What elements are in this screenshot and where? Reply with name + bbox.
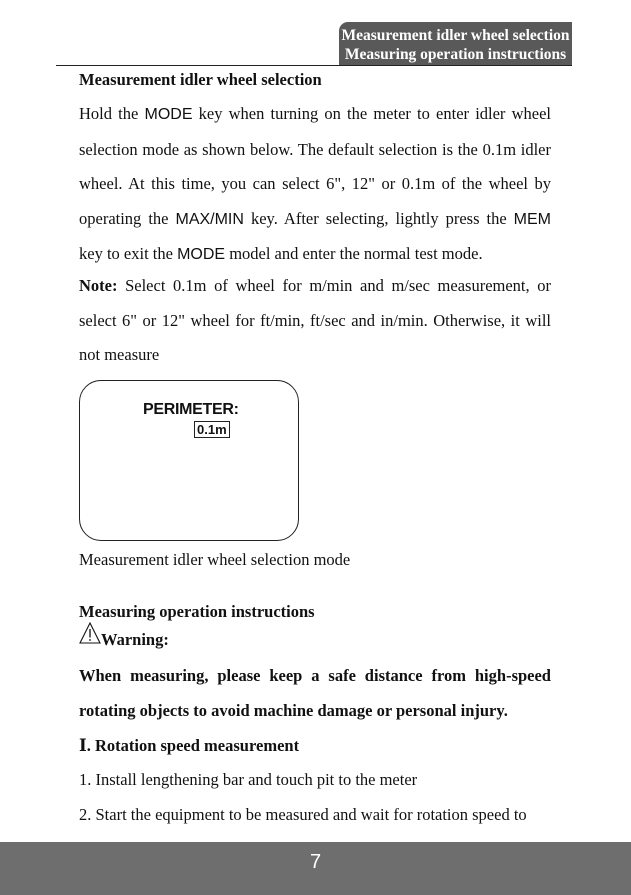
page-number: 7 bbox=[309, 851, 322, 873]
lcd-perimeter-value: 0.1m bbox=[194, 421, 230, 438]
warning-label: Warning: bbox=[101, 630, 169, 649]
figure-caption: Measurement idler wheel selection mode bbox=[79, 550, 351, 569]
mode-key-label-2: MODE bbox=[177, 246, 226, 263]
lcd-display-illustration bbox=[79, 380, 299, 541]
mem-key-label: MEM bbox=[513, 210, 551, 228]
note-text: Select 0.1m of wheel for m/min and m/sec measurement, or select 6" or 12" wheel for ft/min, ft/sec and in/min. Otherwise, it will not measure bbox=[79, 276, 551, 364]
section-title-operation: Measuring operation instructions bbox=[79, 602, 315, 621]
section-title-idler-wheel: Measurement idler wheel selection bbox=[79, 70, 322, 89]
header-tag-line-1: Measurement idler wheel selection bbox=[341, 27, 570, 44]
header-rule bbox=[56, 65, 572, 66]
subsection-rotation-speed: Ⅰ. Rotation speed measurement bbox=[79, 736, 300, 755]
note-paragraph bbox=[79, 269, 551, 373]
header-tag-line-2: Measuring operation instructions bbox=[344, 46, 567, 63]
lcd-perimeter-label: PERIMETER: bbox=[143, 401, 239, 418]
step-2: 2. Start the equipment to be measured and wait for rotation speed to bbox=[79, 805, 527, 824]
warning-triangle-icon bbox=[79, 622, 101, 644]
section-header-tag bbox=[339, 22, 572, 65]
idler-wheel-instructions: Hold the MODE key when turning on the meter to enter idler wheel selection mode as shown below. The default selection is the 0.1m idler wheel. At this time, you can select 6", 12" or 0.1m of the wheel by operating the MAX/MIN key. After selecting, lightly press the MEM key to exit the MODE model and enter the normal test mode. bbox=[79, 104, 551, 263]
page-footer bbox=[0, 842, 631, 895]
step-1: 1. Install lengthening bar and touch pit to the meter bbox=[79, 770, 418, 789]
mode-key-label: MODE bbox=[144, 106, 193, 123]
warning-text: When measuring, please keep a safe distance from high-speed rotating objects to avoid machine damage or personal injury. bbox=[79, 666, 551, 720]
note-label: Note: bbox=[79, 276, 118, 295]
maxmin-key-label: MAX/MIN bbox=[175, 210, 244, 228]
